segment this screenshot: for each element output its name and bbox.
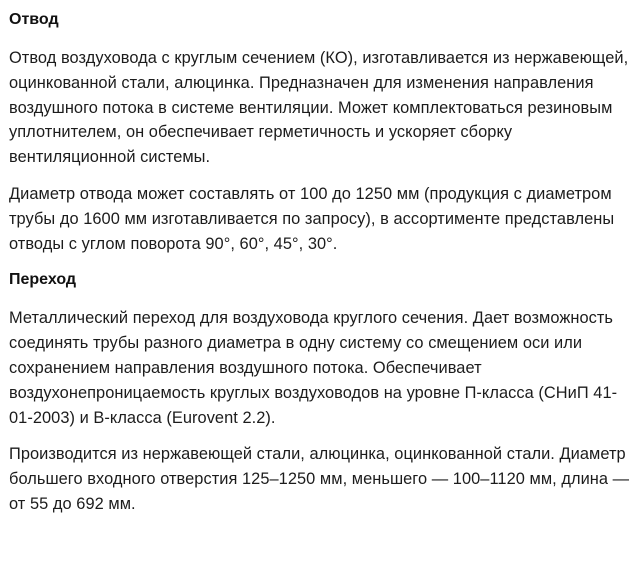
paragraph-otvod-description: Отвод воздуховода с круглым сечением (КО), изготавливается из нержавеющей, оцинкованной стали, алюцинка. Предназначен для изменения направления воздушного потока в системе вентиляции. Может комплектоваться резиновым уплотнителем, он обеспечивает герметичность и ускоряет сборку вентиляционной системы. xyxy=(9,49,629,167)
paragraph-otvod-diameter: Диаметр отвода может составлять от 100 до 1250 мм (продукция с диаметром трубы до 1600 мм изготавливается по запросу), в ассортименте представлены отводы с углом поворота 90°, 60°, 45°, 30°. xyxy=(9,184,615,253)
section-title-otvod: Отвод xyxy=(9,11,59,28)
paragraph-perekhod-description: Металлический переход для воздуховода круглого сечения. Дает возможность соединять трубы разного диаметра в одну систему со смещением оси или сохранением направления воздушного потока. Обеспечивает воздухонепроницаемость круглых воздуховодов на уровне П-класса (СНиП 41-01-2003) и В-класса (Eurovent 2.2). xyxy=(9,309,618,427)
paragraph-perekhod-production: Производится из нержавеющей стали, алюцинка, оцинкованной стали. Диаметр большего входного отверстия 125–1250 мм, меньшего — 100–1120 мм, длина — от 55 до 692 мм. xyxy=(9,445,630,513)
section-title-perekhod: Переход xyxy=(9,271,77,289)
